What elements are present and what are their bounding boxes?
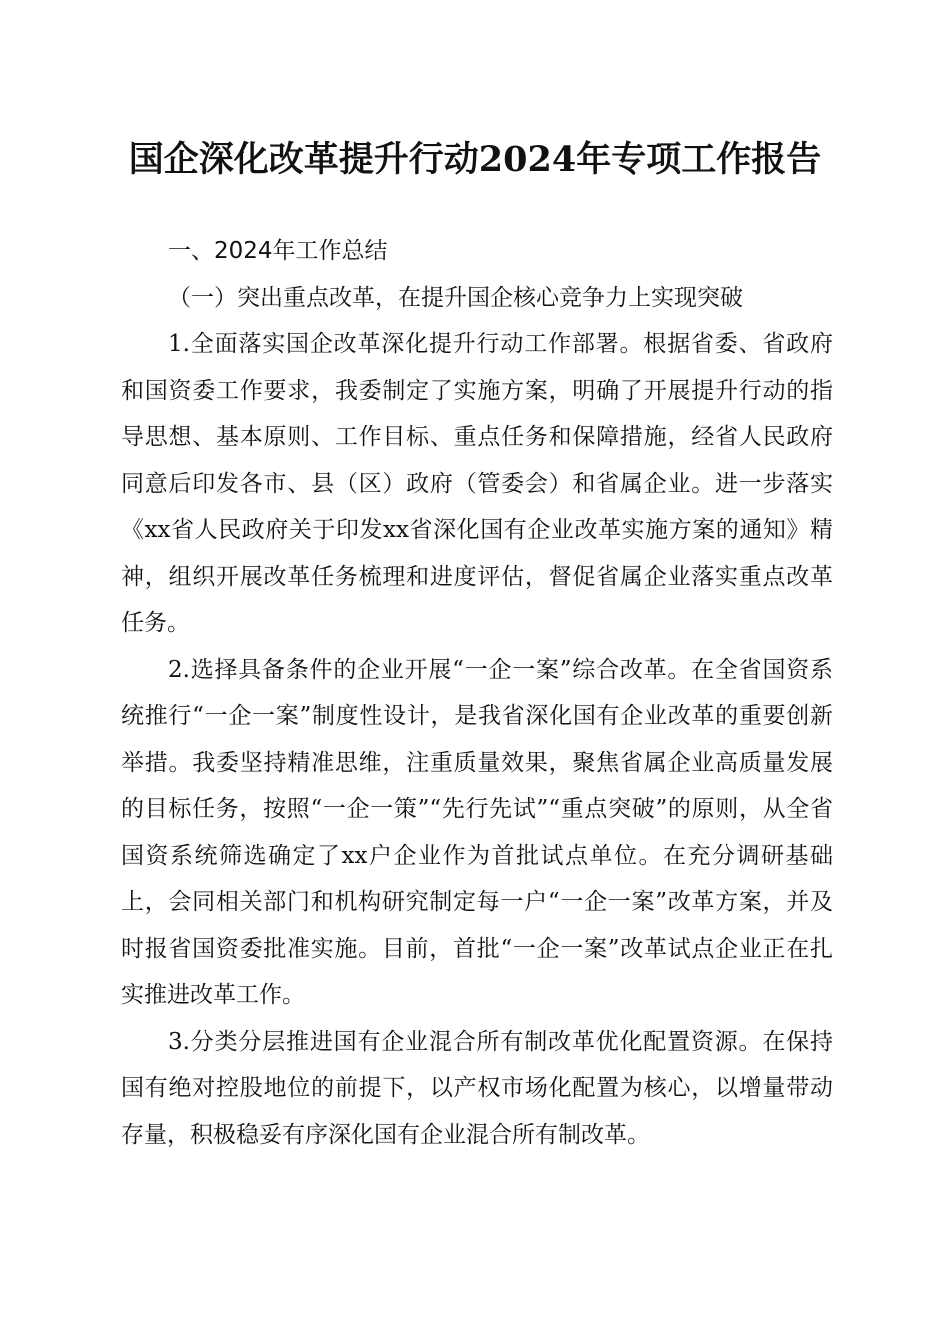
section-heading: 一、2024年工作总结: [168, 238, 388, 264]
sub-heading: （一）突出重点改革，在提升国企核心竞争力上实现突破: [168, 284, 743, 311]
document-title: 国企深化改革提升行动2024年专项工作报告: [128, 139, 822, 180]
paragraph-1: 1.全面落实国企改革深化提升行动工作部署。根据省委、省政府和国资委工作要求，我委制定了实施方案，明确了开展提升行动的指导思想、基本原则、工作目标、重点任务和保障措施，经省人民政府同意后印发各市、县（区）政府（管委会）和省属企业。进一步落实《xx省人民政府关于印发xx省深化国有企业改革实施方案的通知》精神，组织开展改革任务梳理和进度评估，督促省属企业落实重点改革任务。: [121, 331, 833, 636]
paragraph-2: 2.选择具备条件的企业开展“一企一案”综合改革。在全省国资系统推行“一企一案”制度性设计，是我省深化国有企业改革的重要创新举措。我委坚持精准思维，注重质量效果，聚焦省属企业高质量发展的目标任务，按照“一企一策”“先行先试”“重点突破”的原则，从全省国资系统筛选确定了xx户企业作为首批试点单位。在充分调研基础上，会同相关部门和机构研究制定每一户“一企一案”改革方案，并及时报省国资委批准实施。目前，首批“一企一案”改革试点企业正在扎实推进改革工作。: [121, 656, 833, 1008]
paragraph-3: 3.分类分层推进国有企业混合所有制改革优化配置资源。在保持国有绝对控股地位的前提下，以产权市场化配置为核心，以增量带动存量，积极稳妥有序深化国有企业混合所有制改革。: [121, 1028, 833, 1148]
document-body: [121, 228, 833, 1158]
